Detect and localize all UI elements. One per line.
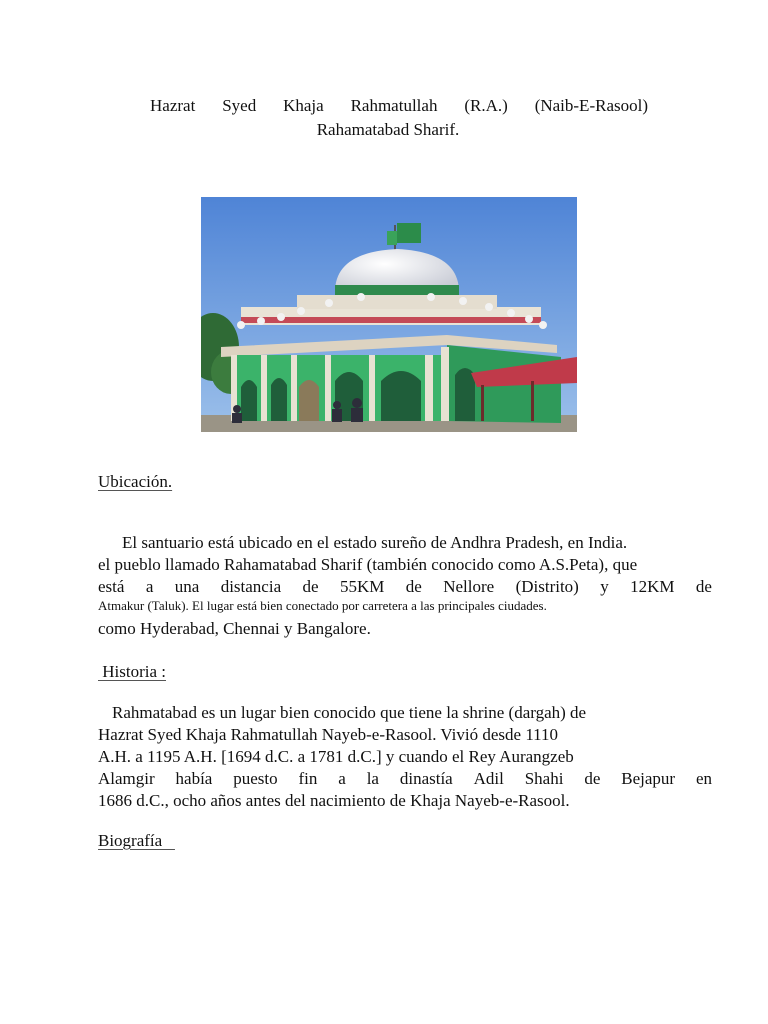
- title-word: Syed: [222, 96, 257, 115]
- paragraph-line: Hazrat Syed Khaja Rahmatullah Nayeb-e-Rasool. Vivió desde 1110: [98, 725, 559, 744]
- location-paragraph: [98, 532, 712, 640]
- paragraph-line: El santuario está ubicado en el estado sureño de Andhra Pradesh, en India.: [122, 533, 628, 552]
- word: dinastía: [399, 769, 453, 788]
- word: a: [145, 577, 154, 596]
- word: había: [175, 769, 213, 788]
- paragraph-line: A.H. a 1195 A.H. [1694 d.C. a 1781 d.C.] y cuando el Rey Aurangzeb: [98, 747, 574, 766]
- title-word: (Naib-E-Rasool): [534, 96, 648, 115]
- word: en: [695, 769, 712, 788]
- section-heading-location: Ubicación.: [98, 472, 173, 491]
- word: 12KM: [630, 577, 675, 596]
- paragraph-line: Atmakur (Taluk). El lugar está bien conectado por carretera a las principales ciudades.: [98, 598, 547, 613]
- title-word: Rahmatullah: [350, 96, 438, 115]
- word: (Distrito): [515, 577, 579, 596]
- word: Bejapur: [621, 769, 676, 788]
- word: está: [98, 577, 125, 596]
- title-word: Khaja: [283, 96, 324, 115]
- word: distancia: [220, 577, 282, 596]
- word: de: [302, 577, 319, 596]
- word: Adil: [473, 769, 504, 788]
- word: y: [600, 577, 609, 596]
- word: a: [338, 769, 346, 788]
- paragraph-line: el pueblo llamado Rahamatabad Sharif (también conocido como A.S.Peta), que: [98, 555, 638, 574]
- word: la: [366, 769, 379, 788]
- section-heading-history: Historia :: [98, 662, 166, 681]
- paragraph-line: como Hyderabad, Chennai y Bangalore.: [98, 619, 371, 638]
- word: de: [695, 577, 712, 596]
- word: una: [174, 577, 200, 596]
- word: Shahi: [524, 769, 564, 788]
- title-word: (R.A.): [464, 96, 508, 115]
- word: Nellore: [443, 577, 495, 596]
- title-word: Hazrat: [150, 96, 196, 115]
- history-paragraph: [98, 702, 712, 812]
- document-title-line2: Rahamatabad Sharif.: [316, 120, 460, 139]
- paragraph-line-justified: [98, 576, 712, 598]
- word: Alamgir: [98, 769, 155, 788]
- word: puesto: [233, 769, 278, 788]
- paragraph-line: 1686 d.C., ocho años antes del nacimiento de Khaja Nayeb-e-Rasool.: [98, 791, 570, 810]
- word: fin: [298, 769, 318, 788]
- shrine-photo: [201, 197, 577, 432]
- paragraph-line: Rahmatabad es un lugar bien conocido que tiene la shrine (dargah) de: [112, 703, 587, 722]
- word: de: [584, 769, 601, 788]
- document-title-line1: [150, 96, 648, 116]
- word: 55KM: [339, 577, 385, 596]
- word: de: [405, 577, 422, 596]
- section-heading-biography: Biografía: [98, 831, 175, 850]
- paragraph-line-justified: [98, 768, 712, 790]
